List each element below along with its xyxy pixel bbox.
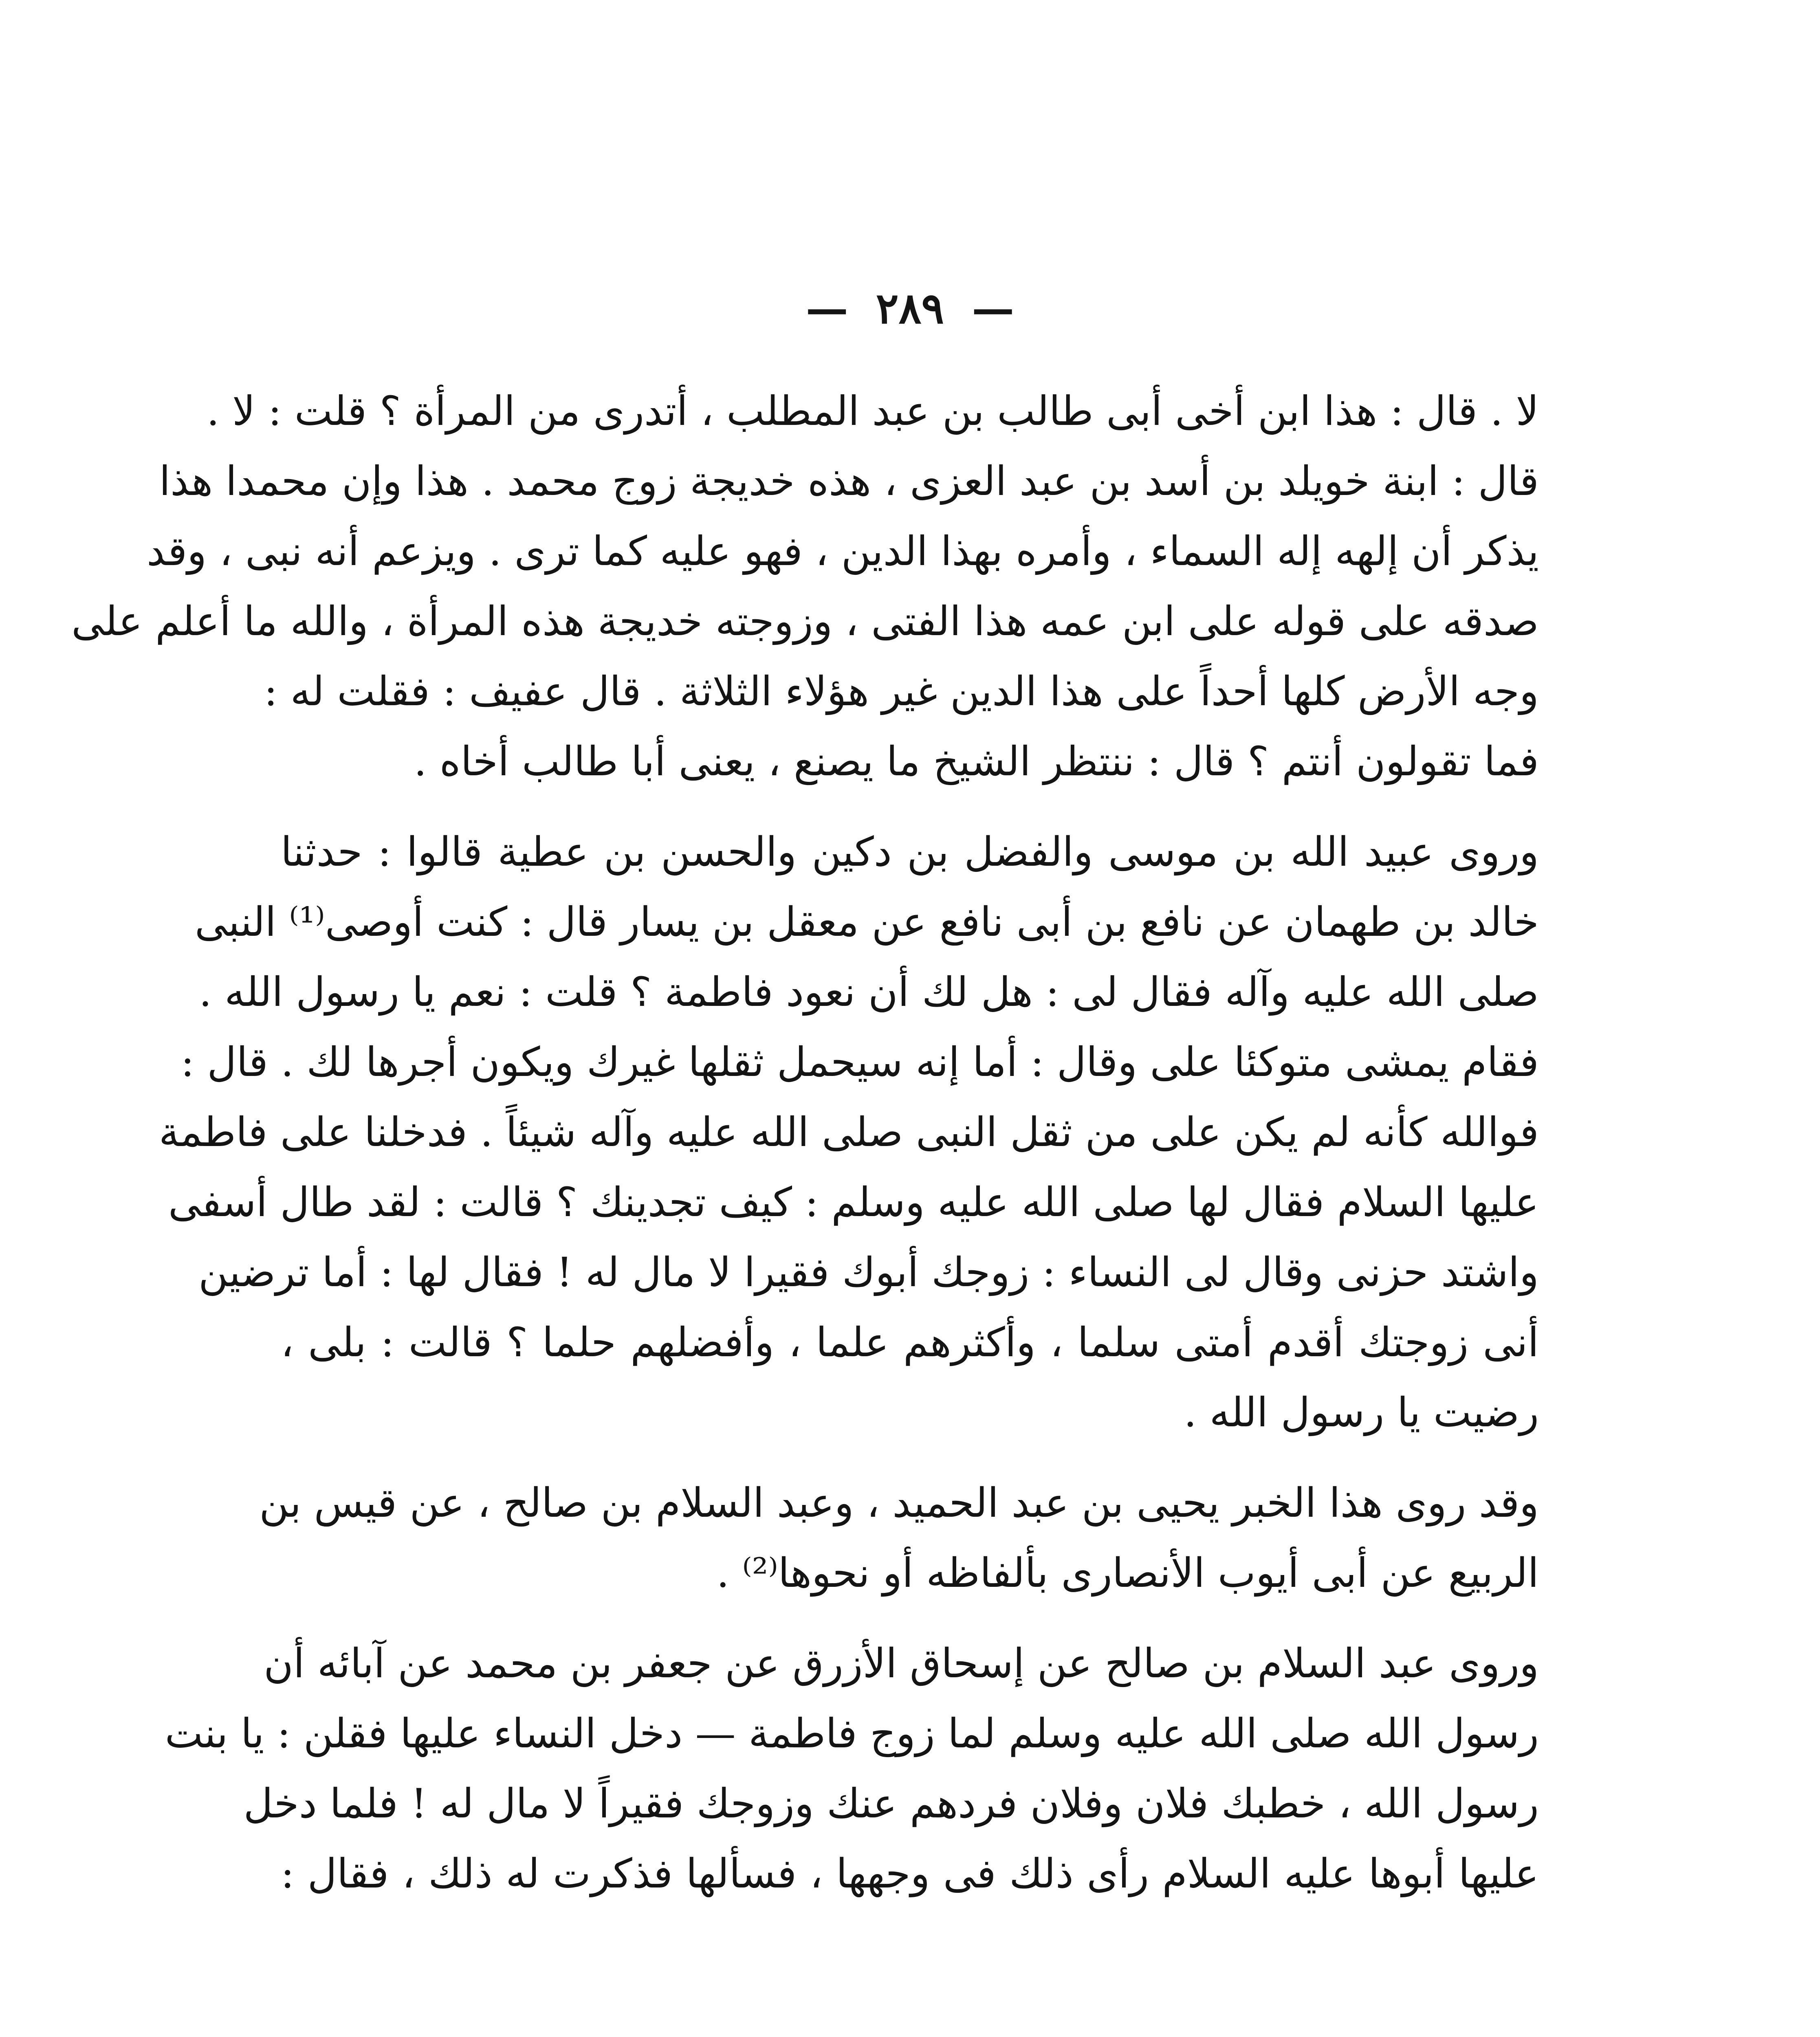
page-number-value: ٢٨٩ xyxy=(876,283,944,333)
page-number xyxy=(0,283,1820,333)
text-line: صلى الله عليه وآله فقال لى : هل لك أن نعود فاطمة ؟ قلت : نعم يا رسول الله . xyxy=(199,969,1539,1016)
text-line: أنى زوجتك أقدم أمتى سلما ، وأكثرهم علما ، وأفضلهم حلما ؟ قالت : بلى ، xyxy=(281,1319,1539,1366)
text-line: وقد روى هذا الخبر يحيى بن عبد الحميد ، وعبد السلام بن صالح ، عن قيس بن xyxy=(259,1480,1539,1527)
text-line: خالد بن طهمان عن نافع بن أبى نافع عن معقل بن يسار قال : كنت أوصى⁽¹⁾ النبى xyxy=(194,899,1539,946)
text-line: وروى عبد السلام بن صالح عن إسحاق الأزرق عن جعفر بن محمد عن آبائه أن xyxy=(264,1640,1539,1687)
text-line: فقام يمشى متوكئا على وقال : أما إنه سيحمل ثقلها غيرك ويكون أجرها لك . قال : xyxy=(180,1039,1539,1086)
text-line: فما تقولون أنتم ؟ قال : ننتظر الشيخ ما يصنع ، يعنى أبا طالب أخاه . xyxy=(414,738,1539,785)
text-line: صدقه على قوله على ابن عمه هذا الفتى ، وزوجته خديجة هذه المرأة ، والله ما أعلم على xyxy=(71,598,1539,645)
text-line: قال : ابنة خويلد بن أسد بن عبد العزى ، هذه خديجة زوج محمد . هذا وإن محمدا هذا xyxy=(159,458,1539,505)
text-line: فوالله كأنه لم يكن على من ثقل النبى صلى الله عليه وآله شيئاً . فدخلنا على فاطمة xyxy=(158,1109,1539,1156)
page-number-dash-right: — xyxy=(972,283,1015,333)
text-line: واشتد حزنى وقال لى النساء : زوجك أبوك فقيرا لا مال له ! فقال لها : أما ترضين xyxy=(198,1249,1539,1296)
text-line: وجه الأرض كلها أحداً على هذا الدين غير هؤلاء الثلاثة . قال عفيف : فقلت له : xyxy=(264,668,1539,715)
text-line: الربيع عن أبى أيوب الأنصارى بألفاظه أو نحوها⁽²⁾ . xyxy=(716,1550,1539,1597)
text-line: رسول الله صلى الله عليه وسلم لما زوج فاطمة — دخل النساء عليها فقلن : يا بنت xyxy=(165,1710,1539,1757)
text-line: رسول الله ، خطبك فلان وفلان فردهم عنك وزوجك فقيراً لا مال له ! فلما دخل xyxy=(243,1780,1539,1827)
page-number-dash-left: — xyxy=(805,283,848,333)
text-line: عليها السلام فقال لها صلى الله عليه وسلم : كيف تجدينك ؟ قالت : لقد طال أسفى xyxy=(168,1179,1539,1226)
text-line: يذكر أن إلهه إله السماء ، وأمره بهذا الدين ، فهو عليه كما ترى . ويزعم أنه نبى ، وقد xyxy=(146,528,1539,575)
text-line: وروى عبيد الله بن موسى والفضل بن دكين والحسن بن عطية قالوا : حدثنا xyxy=(281,829,1539,876)
text-line: رضيت يا رسول الله . xyxy=(1184,1389,1539,1436)
text-line: عليها أبوها عليه السلام رأى ذلك فى وجهها ، فسألها فذكرت له ذلك ، فقال : xyxy=(281,1850,1539,1897)
text-line: لا . قال : هذا ابن أخى أبى طالب بن عبد المطلب ، أتدرى من المرأة ؟ قلت : لا . xyxy=(207,388,1539,435)
